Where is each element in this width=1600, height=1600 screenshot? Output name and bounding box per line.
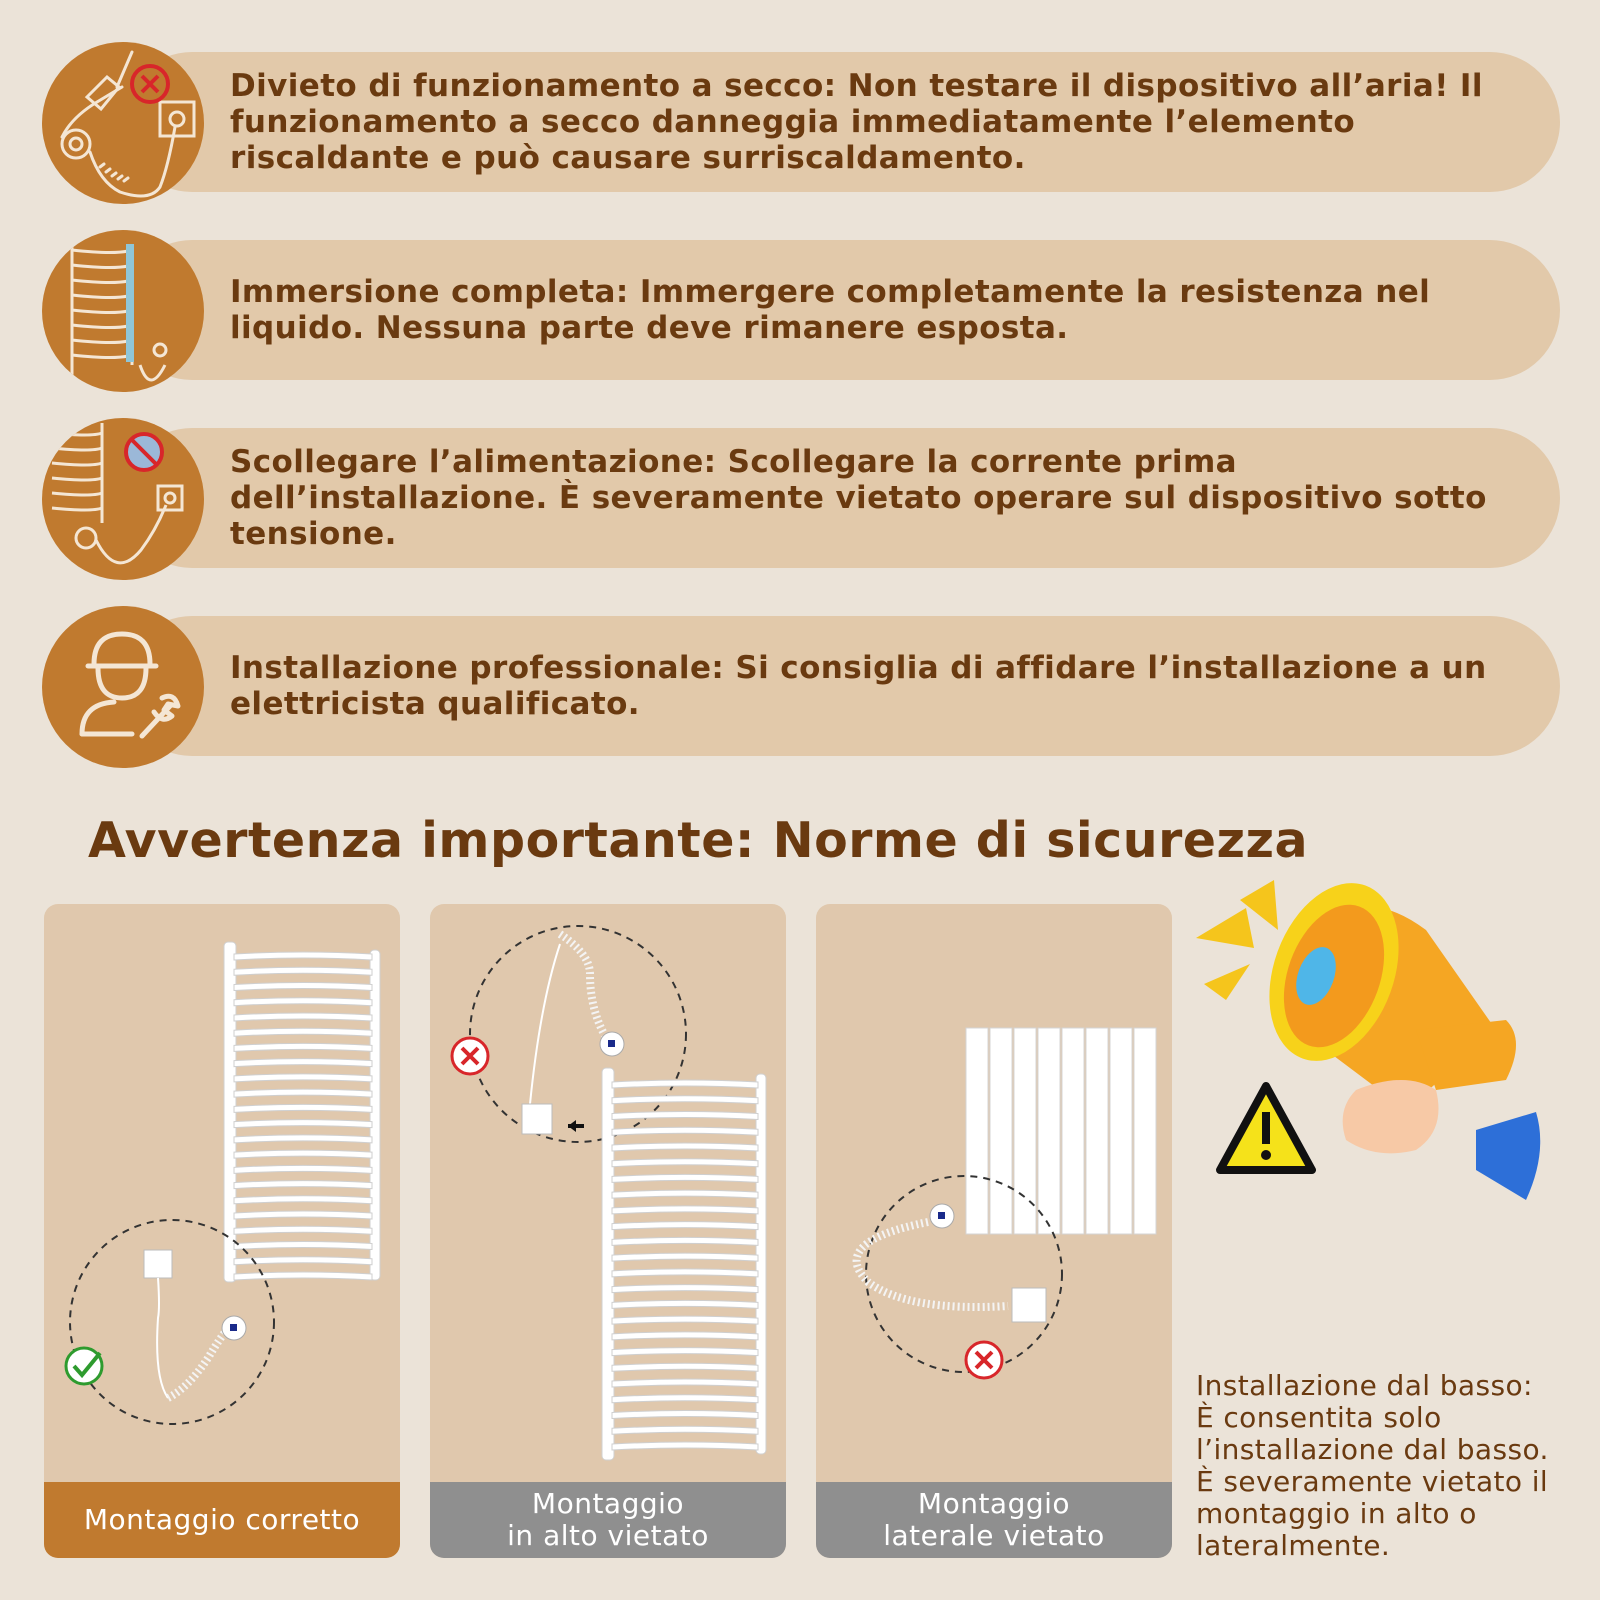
caption-correct: Montaggio corretto — [44, 1482, 400, 1558]
radiator-rail — [612, 1442, 758, 1450]
radiator-rail — [234, 1165, 372, 1173]
radiator-rail — [612, 1332, 758, 1340]
radiator-column — [966, 1028, 988, 1234]
radiator-rail — [612, 1348, 758, 1356]
dry-run-prohibited-icon — [42, 42, 204, 204]
radiator-column — [1134, 1028, 1156, 1234]
radiator-rail — [612, 1159, 758, 1167]
radiator-rail — [234, 1120, 372, 1128]
radiator-rail — [612, 1190, 758, 1198]
radiator-rail — [234, 1211, 372, 1219]
radiator-rail — [612, 1080, 758, 1088]
radiator-rail — [612, 1111, 758, 1119]
radiator-rail — [612, 1411, 758, 1419]
radiator-rail — [234, 1150, 372, 1158]
radiator-rail — [234, 1028, 372, 1036]
unplug-power-icon — [42, 418, 204, 580]
radiator-rail — [234, 1089, 372, 1097]
warning-row-immersion — [42, 230, 1560, 392]
radiator-rail — [612, 1253, 758, 1261]
radiator-rail — [612, 1269, 758, 1277]
radiator-rail — [612, 1300, 758, 1308]
radiator-rail — [234, 1059, 372, 1067]
radiator-column — [1110, 1028, 1132, 1234]
warning-text-unplug: Scollegare l’alimentazione: Scollegare la corrente prima dell’installazione. È severamente vietato operare sul dispositivo sotto tensione. — [230, 444, 1487, 552]
alert-ray — [1196, 908, 1254, 948]
radiator-rail — [612, 1222, 758, 1230]
radiator-rail — [234, 1272, 372, 1280]
radiator-rail — [234, 1226, 372, 1234]
full-immersion-icon — [42, 230, 204, 392]
warning-text-dry-run: Divieto di funzionamento a secco: Non testare il dispositivo all’aria! Il funzionamento a secco danneggia immediatamente l’elemento riscaldante e può causare surriscaldamento. — [230, 68, 1483, 176]
radiator-rail — [612, 1143, 758, 1151]
page-title: Avvertenza importante: Norme di sicurezza — [88, 812, 1309, 869]
radiator-rail — [234, 952, 372, 960]
megaphone-warning-icon — [1186, 880, 1576, 1240]
radiator-rail — [234, 1013, 372, 1021]
panel-correct-mounting — [44, 904, 400, 1558]
radiator-rail — [234, 1135, 372, 1143]
radiator-column — [1062, 1028, 1084, 1234]
radiator-rail — [612, 1395, 758, 1403]
radiator-rail — [234, 1104, 372, 1112]
radiator-rail — [234, 998, 372, 1006]
radiator-rail — [612, 1096, 758, 1104]
radiator-column — [990, 1028, 1012, 1234]
radiator-rail — [612, 1127, 758, 1135]
radiator-rail — [234, 982, 372, 990]
warning-row-professional — [42, 606, 1560, 768]
warning-row-unplug — [42, 418, 1560, 580]
radiator-rail — [612, 1174, 758, 1182]
radiator-rail — [612, 1285, 758, 1293]
radiator-rail — [234, 1181, 372, 1189]
radiator-rail — [234, 1196, 372, 1204]
panel-top-mounting-forbidden — [430, 904, 786, 1558]
radiator-column — [1038, 1028, 1060, 1234]
towel-radiator-correct-illustration — [44, 904, 400, 1482]
radiator-rail — [234, 1043, 372, 1051]
professional-installer-icon — [42, 606, 204, 768]
radiator-rail — [234, 1074, 372, 1082]
panel-radiator-side-illustration — [816, 904, 1172, 1482]
radiator-rail — [612, 1206, 758, 1214]
warning-text-immersion: Immersione completa: Immergere completamente la resistenza nel liquido. Nessuna parte deve rimanere esposta. — [230, 274, 1431, 346]
warning-text-professional: Installazione professionale: Si consiglia di affidare l’installazione a un elettricista qualificato. — [230, 650, 1487, 722]
towel-radiator-top-illustration — [430, 904, 786, 1482]
bottom-installation-note: Installazione dal basso: È consentita solo l’installazione dal basso. È severamente vietato il montaggio in alto o lateralmente. — [1196, 1369, 1549, 1562]
caption-top-forbidden: Montaggio in alto vietato — [430, 1482, 786, 1558]
radiator-column — [1086, 1028, 1108, 1234]
warning-row-dry-run — [42, 42, 1560, 204]
radiator-rail — [612, 1426, 758, 1434]
radiator-rail — [612, 1316, 758, 1324]
alert-ray — [1204, 964, 1250, 1000]
panel-side-mounting-forbidden — [816, 904, 1172, 1558]
radiator-rail — [234, 967, 372, 975]
radiator-rail — [612, 1363, 758, 1371]
caption-side-forbidden: Montaggio laterale vietato — [816, 1482, 1172, 1558]
radiator-rail — [612, 1237, 758, 1245]
radiator-rail — [612, 1379, 758, 1387]
radiator-rail — [234, 1242, 372, 1250]
